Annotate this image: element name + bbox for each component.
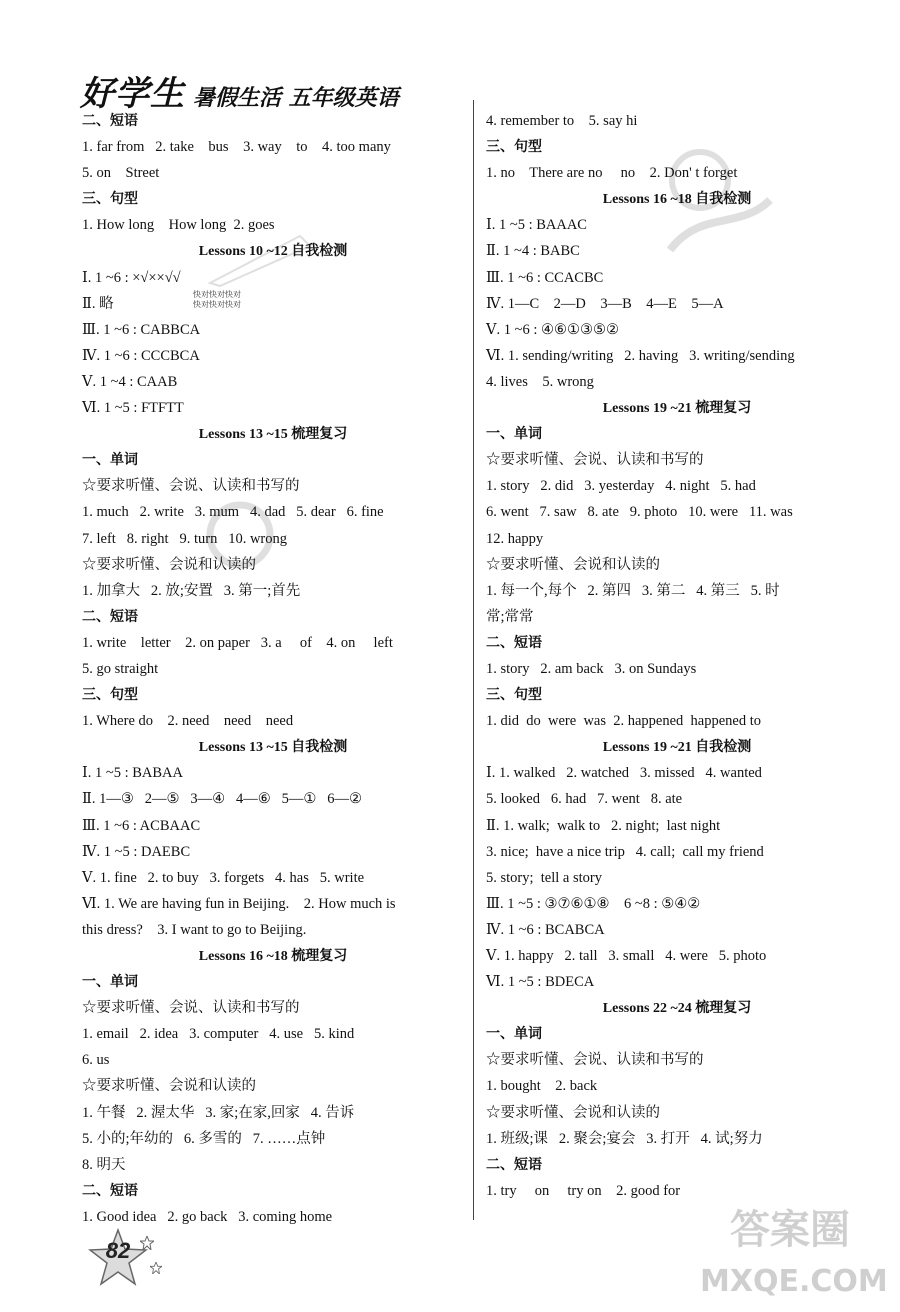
subsection-heading: 二、短语 xyxy=(82,1182,138,1199)
answer-line: Ⅲ. 1 ~5 : ③⑦⑥①⑧ 6 ~8 : ⑤④② xyxy=(486,895,701,912)
answer-line: 1. far from 2. take bus 3. way to 4. too many xyxy=(82,139,391,156)
answer-line: 1. email 2. idea 3. computer 4. use 5. kind xyxy=(82,1026,355,1043)
brand-title: 好学生 xyxy=(80,74,185,114)
answer-line: Ⅰ. 1. walked 2. watched 3. missed 4. wanted xyxy=(486,765,762,782)
column-divider xyxy=(473,100,474,1220)
answer-line: 常;常常 xyxy=(486,608,534,625)
answer-line: 3. nice; have a nice trip 4. call; call my friend xyxy=(486,843,764,860)
section-heading-lessons: Lessons 19 ~21 xyxy=(602,740,696,756)
section-heading xyxy=(82,238,464,264)
small-star-icon xyxy=(140,1236,154,1250)
answer-line: 1. Good idea 2. go back 3. coming home xyxy=(82,1208,333,1225)
watermark-text: 答案圈 xyxy=(730,1207,850,1253)
answer-line: Ⅳ. 1 ~6 : CCCBCA xyxy=(82,347,200,364)
answer-line: 1. did do were was 2. happened happened to xyxy=(486,713,762,730)
answer-line: 4. lives 5. wrong xyxy=(486,373,594,390)
section-heading-type: 自我检测 xyxy=(695,191,752,208)
answer-line: 6. went 7. saw 8. ate 9. photo 10. were 11. was xyxy=(486,504,793,521)
answer-line: 1. 加拿大 2. 放;安置 3. 第一;首先 xyxy=(82,582,301,599)
answer-line: ☆要求听懂、会说、认读和书写的 xyxy=(486,452,704,469)
answer-line: Ⅴ. 1. fine 2. to buy 3. forgets 4. has 5. write xyxy=(82,869,365,886)
section-heading xyxy=(486,395,868,421)
subsection-heading: 三、句型 xyxy=(486,687,542,704)
answer-line: Ⅳ. 1 ~6 : BCABCA xyxy=(486,921,605,938)
section-heading-lessons: Lessons 16 ~18 xyxy=(198,949,292,964)
section-heading xyxy=(82,421,464,447)
answer-line: 1. How long How long 2. goes xyxy=(82,217,275,234)
answer-line: Ⅱ. 1 ~4 : BABC xyxy=(486,243,580,260)
section-heading-type: 梳理复习 xyxy=(695,1000,752,1017)
section-heading xyxy=(486,186,868,212)
answer-line: 5. 小的;年幼的 6. 多雪的 7. ……点钟 xyxy=(82,1130,326,1147)
answer-line: Ⅴ. 1 ~6 : ④⑥①③⑤② xyxy=(486,321,619,338)
section-heading-type: 自我检测 xyxy=(695,739,752,756)
section-heading-type: 自我检测 xyxy=(291,739,348,756)
section-heading-type: 梳理复习 xyxy=(291,426,348,443)
section-heading-lessons: Lessons 13 ~15 xyxy=(198,427,292,443)
section-heading-lessons: Lessons 19 ~21 xyxy=(602,401,696,417)
answer-line: 1. 午餐 2. 渥太华 3. 家;在家,回家 4. 告诉 xyxy=(82,1104,355,1121)
subsection-heading: 三、句型 xyxy=(82,687,138,704)
answer-line: 7. left 8. right 9. turn 10. wrong xyxy=(82,530,287,547)
section-heading xyxy=(486,734,868,760)
answer-line: 1. 班级;课 2. 聚会;宴会 3. 打开 4. 试;努力 xyxy=(486,1130,763,1147)
section-heading-type: 梳理复习 xyxy=(291,948,348,964)
left-answer-column xyxy=(82,108,464,1230)
right-answer-column xyxy=(486,108,868,1204)
answer-line: 6. us xyxy=(82,1052,110,1069)
answer-line: 1. no There are no no 2. Don' t forget xyxy=(486,165,738,182)
answer-line: Ⅲ. 1 ~6 : CCACBC xyxy=(486,269,604,286)
answer-line: Ⅵ. 1. sending/writing 2. having 3. writing/sending xyxy=(486,347,795,364)
answer-line: 8. 明天 xyxy=(82,1156,126,1173)
answer-line: 5. looked 6. had 7. went 8. ate xyxy=(486,791,683,808)
answer-line: Ⅵ. 1 ~5 : BDECA xyxy=(486,974,595,991)
answer-line: Ⅴ. 1 ~4 : CAAB xyxy=(82,373,178,390)
watermark xyxy=(700,1198,888,1308)
stamp-mark xyxy=(193,290,241,310)
answer-line: 1. bought 2. back xyxy=(486,1078,598,1095)
answer-line: ☆要求听懂、会说、认读和书写的 xyxy=(82,1000,300,1017)
answer-line: 1. much 2. write 3. mum 4. dad 5. dear 6. fine xyxy=(82,504,384,521)
subsection-heading: 一、单词 xyxy=(82,974,138,991)
answer-line: Ⅳ. 1—C 2—D 3—B 4—E 5—A xyxy=(486,295,724,312)
book-subtitle: 暑假生活 五年级英语 xyxy=(193,85,399,111)
answer-line: ☆要求听懂、会说和认读的 xyxy=(82,1078,256,1095)
subsection-heading: 二、短语 xyxy=(486,1156,542,1173)
answer-line: ☆要求听懂、会说和认读的 xyxy=(486,556,660,573)
subsection-heading: 三、句型 xyxy=(82,191,138,208)
answer-line: 12. happy xyxy=(486,530,544,547)
answer-line: ☆要求听懂、会说和认读的 xyxy=(82,556,256,573)
answer-line: Ⅲ. 1 ~6 : ACBAAC xyxy=(82,817,201,834)
answer-line: Ⅱ. 略 xyxy=(82,295,114,312)
answer-line: 1. try on try on 2. good for xyxy=(486,1182,681,1199)
section-heading-lessons: Lessons 10 ~12 xyxy=(198,244,292,260)
subsection-heading: 二、短语 xyxy=(82,113,138,129)
answer-line: 4. remember to 5. say hi xyxy=(486,113,638,129)
answer-line: 5. go straight xyxy=(82,660,159,677)
page-number-badge xyxy=(88,1228,148,1288)
answer-line: Ⅰ. 1 ~5 : BABAA xyxy=(82,765,183,782)
stamp-line: 快对快对快对 xyxy=(193,290,241,299)
stamp-line: 快对快对快对 xyxy=(193,300,241,309)
answer-line: 1. 每一个,每个 2. 第四 3. 第二 4. 第三 5. 时 xyxy=(486,582,780,599)
subsection-heading: 一、单词 xyxy=(82,452,138,469)
answer-line: ☆要求听懂、会说和认读的 xyxy=(486,1104,660,1121)
answer-line: ☆要求听懂、会说、认读和书写的 xyxy=(82,478,300,495)
answer-line: Ⅱ. 1. walk; walk to 2. night; last night xyxy=(486,817,721,834)
section-heading xyxy=(82,734,464,760)
subsection-heading: 三、句型 xyxy=(486,139,542,156)
section-heading xyxy=(82,943,464,969)
answer-line: ☆要求听懂、会说、认读和书写的 xyxy=(486,1052,704,1069)
answer-line: 5. on Street xyxy=(82,165,160,182)
answer-line: Ⅵ. 1 ~5 : FTFTT xyxy=(82,400,184,417)
answer-line: Ⅰ. 1 ~5 : BAAAC xyxy=(486,217,587,234)
section-heading-lessons: Lessons 22 ~24 xyxy=(602,1001,696,1017)
answer-line: Ⅰ. 1 ~6 : ×√××√√ xyxy=(82,269,181,286)
watermark-url: MXQE.COM xyxy=(700,1264,888,1299)
section-heading xyxy=(486,995,868,1021)
subsection-heading: 二、短语 xyxy=(82,608,138,625)
small-star-icon xyxy=(150,1262,162,1274)
subsection-heading: 一、单词 xyxy=(486,426,542,443)
answer-line: 1. story 2. am back 3. on Sundays xyxy=(486,660,697,677)
section-heading-type: 自我检测 xyxy=(291,243,348,260)
answer-line: this dress? 3. I want to go to Beijing. xyxy=(82,921,307,938)
answer-line: Ⅱ. 1—③ 2—⑤ 3—④ 4—⑥ 5—① 6—② xyxy=(82,791,362,808)
answer-line: 1. write letter 2. on paper 3. a of 4. on left xyxy=(82,634,393,651)
section-heading-lessons: Lessons 16 ~18 xyxy=(602,192,696,208)
answer-line: Ⅵ. 1. We are having fun in Beijing. 2. How much is xyxy=(82,895,396,912)
answer-line: 1. Where do 2. need need need xyxy=(82,713,294,730)
answer-line: Ⅴ. 1. happy 2. tall 3. small 4. were 5. photo xyxy=(486,948,767,964)
section-heading-type: 梳理复习 xyxy=(695,400,752,417)
answer-line: 1. story 2. did 3. yesterday 4. night 5. had xyxy=(486,478,756,495)
subsection-heading: 一、单词 xyxy=(486,1026,542,1043)
section-heading-lessons: Lessons 13 ~15 xyxy=(198,740,292,756)
page-number: 82 xyxy=(105,1238,131,1263)
answer-line: Ⅳ. 1 ~5 : DAEBC xyxy=(82,843,191,860)
answer-line: 5. story; tell a story xyxy=(486,869,602,886)
subsection-heading: 二、短语 xyxy=(486,634,542,651)
answer-line: Ⅲ. 1 ~6 : CABBCA xyxy=(82,321,201,338)
